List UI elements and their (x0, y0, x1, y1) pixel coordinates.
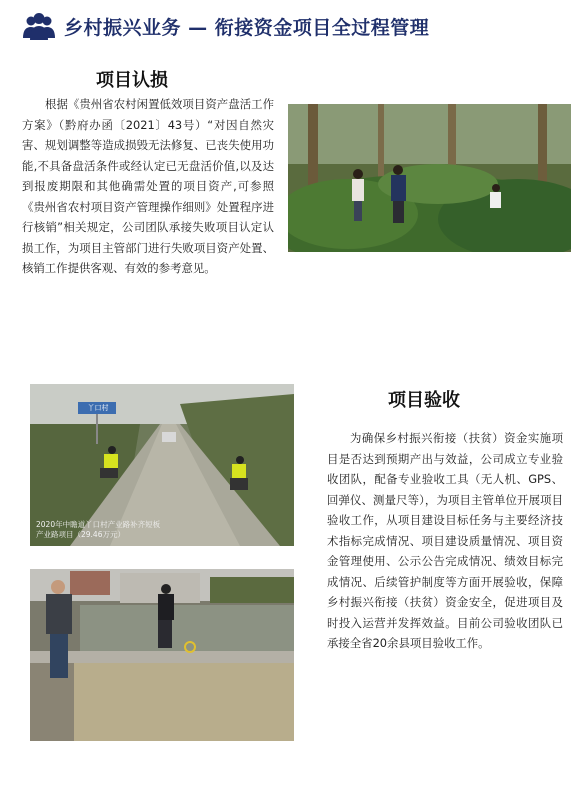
page-header (22, 10, 429, 42)
photo-road-inspection (30, 384, 294, 546)
photo-caption: 2020年中瞻道丫口村产业路补齐短板产业路项目（29.46万元） (36, 520, 161, 539)
section-title-loss-assessment: 项目认损 (96, 70, 168, 91)
section-body-loss-assessment: 根据《贵州省农村闲置低效项目资产盘活工作方案》（黔府办函〔2021〕43号）“对因自然灾害、规划调整等造成损毁无法修复、已丧失使用功能,不具备盘活条件或经认定已无盘活价值,以及达到报废期限和其他确需处置的项目资产,可参照《贵州省农村项目资产管理操作细则》处置程序进行核销”相关规定，公司团队承接失败项目认定认损工作，为项目主管部门进行失败项目资产处置、核销工作提供客观、有效的参考意见。 (22, 97, 274, 275)
photo-forest-survey (288, 104, 571, 252)
page-title: 乡村振兴业务 — 衔接资金项目全过程管理 (64, 16, 430, 39)
group-people-icon (22, 11, 56, 41)
photo-sign-text: 丫口村 (87, 404, 109, 412)
section-body-project-acceptance: 为确保乡村振兴衔接（扶贫）资金实施项目是否达到预期产出与效益，公司成立专业验收团队，配备专业验收工具（无人机、GPS、回弹仪、测量尺等），为项目主管单位开展项目验收工作，从项目建设目标任务与主要经济技术指标完成情况、项目建设质量情况、项目资金管理使用、公示公告完成情况、绩效目标完成情况、后续管护制度等方面开展验收，保障乡村振兴衔接（扶贫）资金安全，促进项目及时投入运营并发挥效益。目前公司验收团队已承接全省20余县项目验收工作。 (327, 431, 563, 650)
section-title-project-acceptance: 项目验收 (388, 390, 460, 411)
photo-pond-measurement (30, 569, 294, 741)
